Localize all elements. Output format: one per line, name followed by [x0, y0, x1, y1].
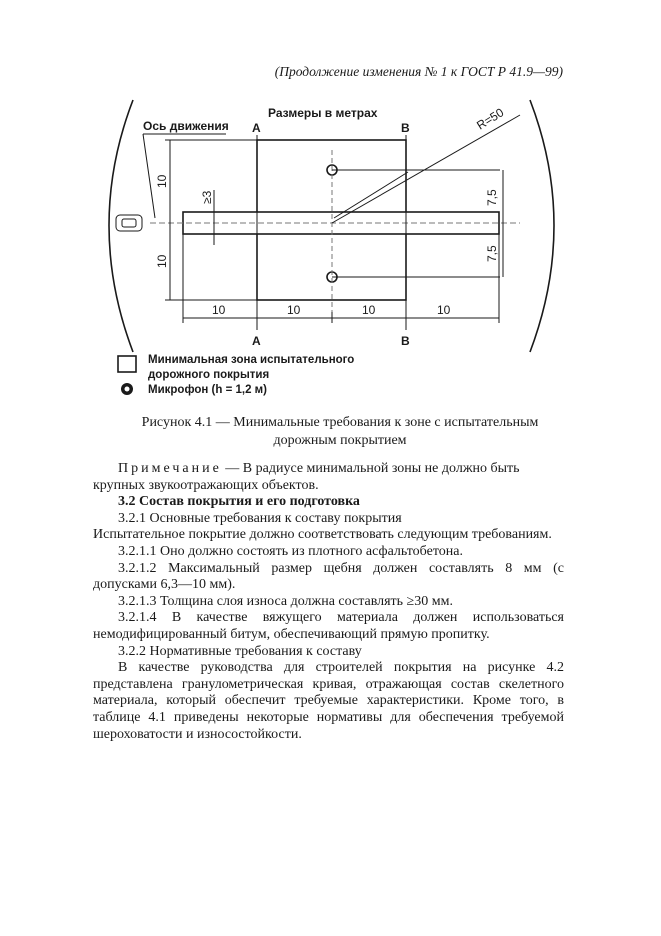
section-3-2-1-2: 3.2.1.2 Максимальный размер щебня должен составлять 8 мм (с допусками 6,3—10 мм). — [93, 560, 564, 593]
figure-caption — [40, 414, 640, 450]
dim-bottom-3: 10 — [362, 303, 376, 317]
dim-left-bottom: 10 — [155, 254, 169, 268]
radius-arc-right — [530, 100, 554, 352]
dim-left-top: 10 — [155, 174, 169, 188]
note-label: Примечание — [118, 461, 222, 476]
note-paragraph: Примечание — В радиусе минимальной зоны не должно быть — [118, 461, 520, 476]
section-3-2-1-1: 3.2.1.1 Оно должно состоять из плотного асфальтобетона. — [118, 543, 463, 559]
body-text — [93, 461, 564, 743]
section-b-top: B — [401, 121, 410, 135]
section-3-2-2-text: В качестве руководства для строителей покрытия на рисунке 4.2 представлена гранулометрическая кривая, отражающая состав скелетного материала, который обеспечит требуемые характеристики. Кроме того, в таблице 4.1 приведены некоторые нормативы для обеспечения требуемой шероховатости и износостойкости. — [93, 660, 564, 742]
section-3-2-title: 3.2 Состав покрытия и его подготовка — [118, 494, 360, 510]
axis-label: Ось движения — [143, 119, 229, 133]
section-3-2-1-3: 3.2.1.3 Толщина слоя износа должна составлять ≥30 мм. — [118, 593, 453, 609]
page-header: (Продолжение изменения № 1 к ГОСТ Р 41.9—99) — [274, 64, 563, 79]
section-3-2-1-text: Испытательное покрытие должно соответствовать следующим требованиям. — [93, 527, 552, 543]
dim-ge3: ≥3 — [200, 190, 214, 204]
dim-bottom-2: 10 — [287, 303, 301, 317]
section-3-2-2: 3.2.2 Нормативные требования к составу — [118, 643, 362, 659]
dim-right-top: 7,5 — [485, 189, 499, 206]
diagram-title: Размеры в метрах — [268, 106, 378, 120]
radius-label: R=50 — [474, 105, 507, 133]
section-3-2-1-4: 3.2.1.4 В качестве вяжущего материала должен использоваться немодифицированный битум, обеспечивающий прямую пропитку. — [93, 610, 564, 642]
dim-bottom-1: 10 — [212, 303, 226, 317]
section-a-bottom: A — [252, 334, 261, 348]
section-3-2-1: 3.2.1 Основные требования к составу покрытия — [118, 510, 402, 526]
section-a-top: A — [252, 121, 261, 135]
legend-zone-line2: дорожного покрытия — [148, 369, 270, 381]
legend-zone-box — [118, 356, 136, 372]
caption-line1: Рисунок 4.1 — Минимальные требования к зоне с испытательным — [141, 415, 539, 430]
caption-line2: дорожным покрытием — [273, 433, 407, 448]
car-icon — [116, 215, 142, 231]
legend-zone-line1: Минимальная зона испытательного — [148, 354, 355, 366]
dim-bottom-4: 10 — [437, 303, 451, 317]
section-b-bottom: B — [401, 334, 410, 348]
legend-mic-label: Микрофон (h = 1,2 м) — [148, 384, 268, 396]
dim-right-bottom: 7,5 — [485, 245, 499, 262]
test-zone-diagram — [0, 90, 661, 410]
note-continuation: крупных звукоотражающих объектов. — [93, 477, 319, 493]
